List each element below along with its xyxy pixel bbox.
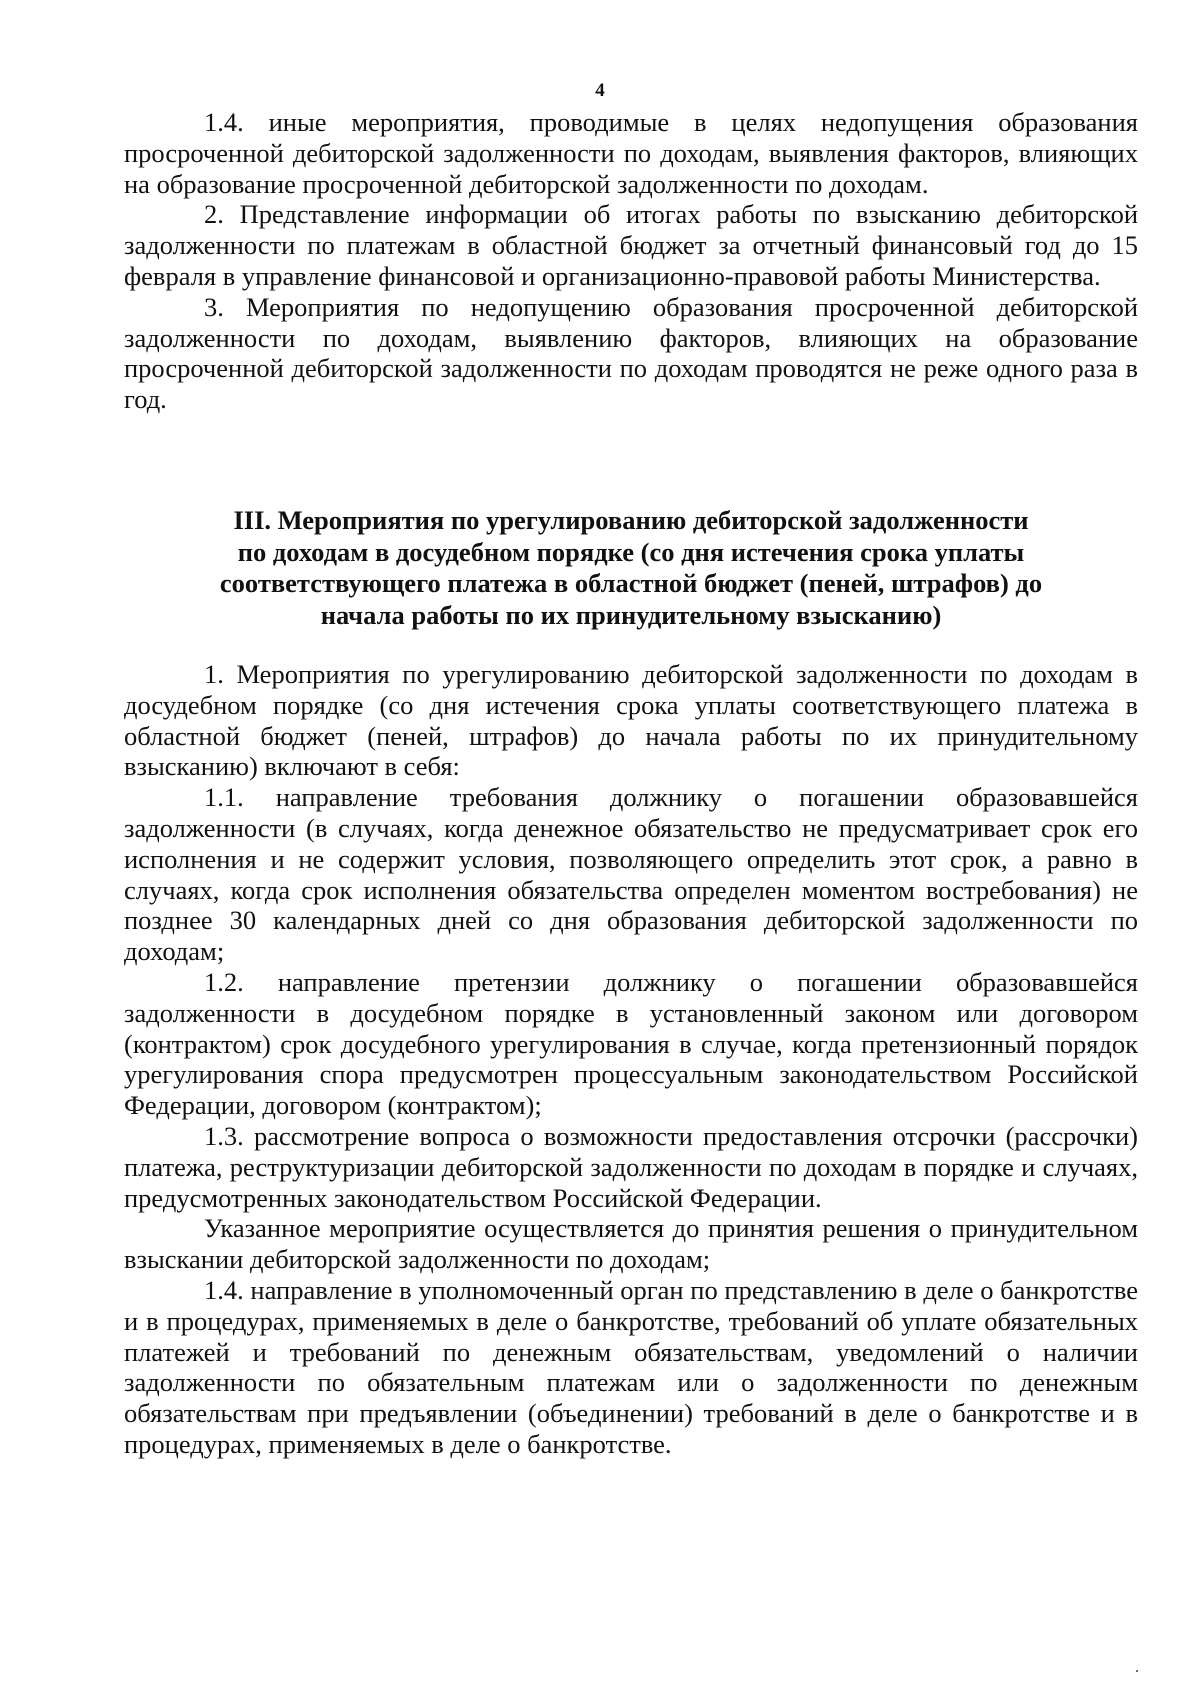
heading-line: соответствующего платежа в областной бюджет (пеней, штрафов) до (219, 568, 1043, 598)
scan-edge-mark: · (1134, 1661, 1140, 1681)
page-number: 4 (595, 80, 605, 101)
paragraph-1-2-claim: 1.2. направление претензии должнику о погашении образовавшейся задолженности в досудебном порядке в установленный законом или договором (контрактом) срок досудебного урегулирования в случае, когда претензионный порядок урегулирования спора предусмотрен процессуальным законодательством Российской Федерации, договором (контрактом); (124, 966, 1138, 1121)
heading-line: по доходам в досудебном порядке (со дня истечения срока уплаты (237, 536, 1025, 567)
bottom-text-block (124, 659, 1138, 1460)
paragraph-1-1-demand: 1.1. направление требования должнику о погашении образовавшейся задолженности (в случаях, когда денежное обязательство не предусматривает срок его исполнения и не содержит условия, позволяющего определить этот срок, а равно в случаях, когда срок исполнения обязательства определен моментом востребования) не позднее 30 календарных дней со дня образования дебиторской задолженности по доходам; (124, 782, 1138, 967)
paragraph-1-measures-intro: 1. Мероприятия по урегулированию дебиторской задолженности по доходам в досудебном порядке (со дня истечения срока уплаты соответствующего платежа в областной бюджет (пеней, штрафов) до начала работы по их принудительному взысканию) включают в себя: (124, 659, 1138, 782)
paragraph-1-4-bankruptcy: 1.4. направление в уполномоченный орган по представлению в деле о банкротстве и в процедурах, применяемых в деле о банкротстве, требований об уплате обязательных платежей и требований по денежным обязательствам, уведомлений о наличии задолженности по обязательным платежам или о задолженности по денежным обязательствам при предъявлении (объединении) требований в деле о банкротстве и в процедурах, применяемых в деле о банкротстве. (124, 1274, 1138, 1459)
paragraph-1-3-deferral: 1.3. рассмотрение вопроса о возможности предоставления отсрочки (рассрочки) платежа, реструктуризации дебиторской задолженности по доходам в порядке и случаях, предусмотренных законодательством Российской Федерации. (124, 1120, 1138, 1213)
heading-line: начала работы по их принудительному взысканию) (320, 599, 942, 630)
paragraph-1-4-measures: 1.4. иные мероприятия, проводимые в целях недопущения образования просроченной дебиторской задолженности по доходам, выявления факторов, влияющих на образование просроченной дебиторской задолженности по доходам. (124, 107, 1138, 199)
paragraph-2-report-submission: 2. Представление информации об итогах работы по взысканию дебиторской задолженности по платежам в областной бюджет за отчетный финансовый год до 15 февраля в управление финансовой и организационно-правовой работы Министерства. (124, 199, 1138, 291)
paragraph-note: Указанное мероприятие осуществляется до принятия решения о принудительном взыскании дебиторской задолженности по доходам; (124, 1213, 1138, 1275)
heading-line: III. Мероприятия по урегулированию дебиторской задолженности (233, 505, 1029, 535)
paragraph-3-frequency: 3. Мероприятия по недопущению образования просроченной дебиторской задолженности по доходам, выявлению факторов, влияющих на образование просроченной дебиторской задолженности по доходам проводятся не реже одного раза в год. (124, 291, 1138, 415)
top-text-block (124, 107, 1138, 415)
section-iii-heading (124, 505, 1138, 631)
